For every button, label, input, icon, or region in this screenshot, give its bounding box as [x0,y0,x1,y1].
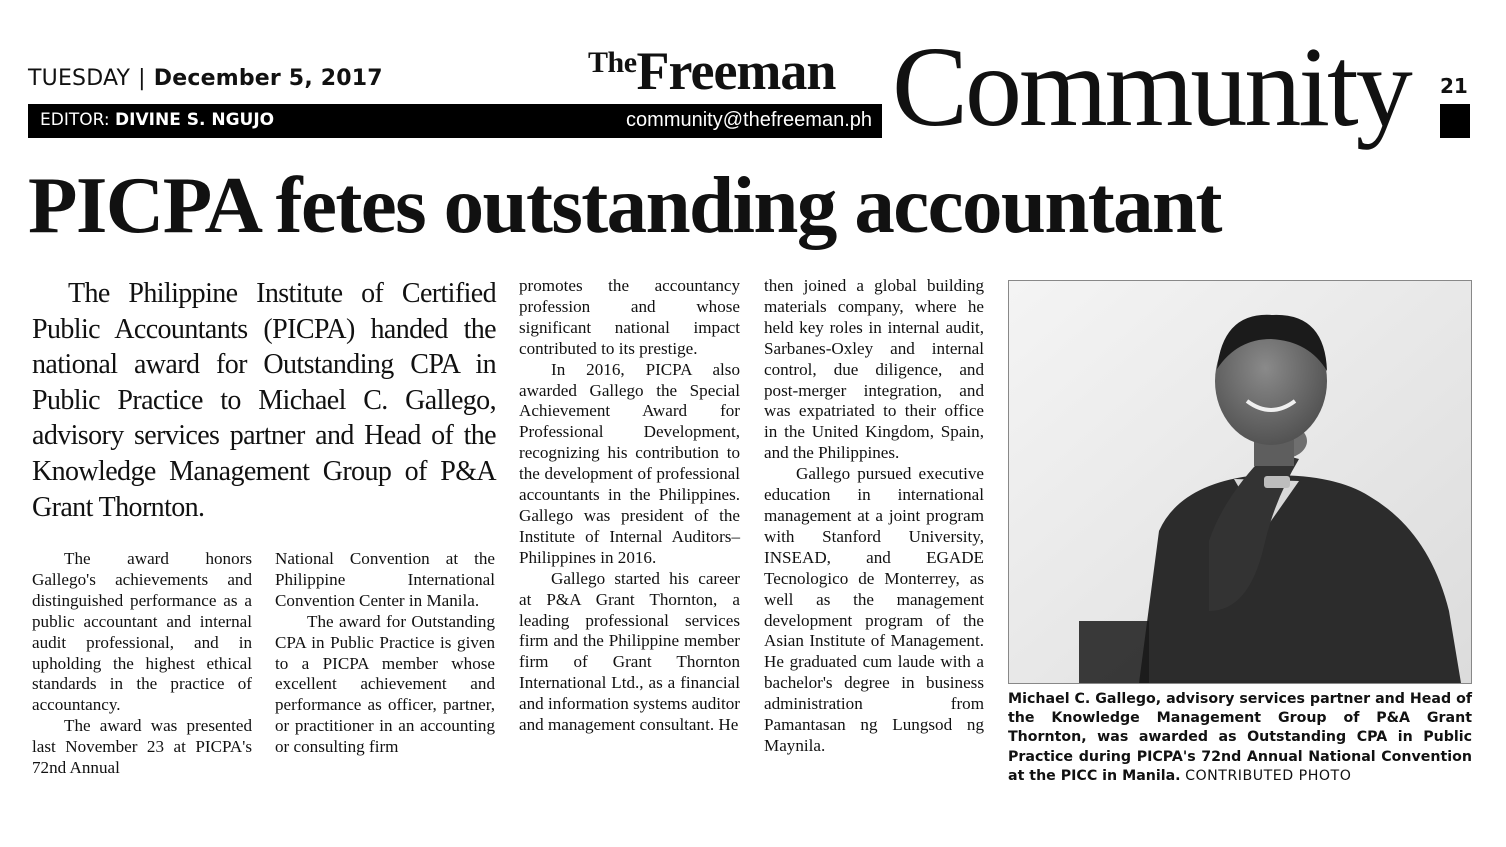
section-email: community@thefreeman.ph [626,109,872,131]
body-column-2 [275,549,495,758]
portrait-illustration [1009,281,1471,683]
body-column-4 [764,276,984,757]
lede-paragraph [32,276,496,525]
body-paragraph: Gallego started his career at P&A Grant Thornton, a leading professional services firm and the Philippine member firm of Grant Thornton International Ltd., as a financial and information systems auditor and management consultant. He [519,568,740,735]
body-column-3 [519,276,740,736]
issue-date: December 5, 2017 [153,66,383,91]
body-column-1 [32,549,252,779]
logo-the: The [588,46,637,79]
body-paragraph: promotes the accountancy profession and whose significant national impact contributed to its prestige. [519,276,740,358]
editor-label: EDITOR: [40,110,110,130]
section-title: Community [892,23,1410,150]
editor-name: DIVINE S. NGUJO [115,110,275,130]
photo-caption [1008,690,1472,786]
editor-credit [40,110,274,130]
body-paragraph: The award honors Gallego's achievements and distinguished performance as a public accountant and internal audit professional, and in upholding the highest ethical standards in the practice of accountancy. [32,549,252,715]
body-paragraph: Gallego pursued executive education in international management at a joint program with Stanford University, INSEAD, and EGADE Tecnologico de Monterrey, as well as the management development program of the Asian Institute of Management. He graduated cum laude with a bachelor's degree in business administration from Pamantasan ng Lungsod ng Maynila. [764,464,984,755]
dateline [28,66,383,91]
body-paragraph: The award was presented last November 23 at PICPA's 72nd Annual [32,716,252,778]
body-paragraph: In 2016, PICPA also awarded Gallego the Special Achievement Award for Professional Development, recognizing his contribution to the development of professional accountants in the Philippines. Gallego was president of the Institute of Internal Auditors–Philippines in 2016. [519,359,740,567]
caption-text: Michael C. Gallego, advisory services partner and Head of the Knowledge Management Group of P&A Grant Thornton, was awarded as Outstanding CPA in Public Practice during PICPA's 72nd Annual National Convention at the PICC in Manila. [1008,691,1472,784]
issue-day: TUESDAY [28,66,131,91]
body-paragraph: National Convention at the Philippine International Convention Center in Manila. [275,549,495,610]
portrait-photo [1008,280,1472,684]
photo-credit: CONTRIBUTED PHOTO [1185,767,1352,784]
logo-freeman: Freeman [636,41,836,101]
body-paragraph: The award for Outstanding CPA in Public Practice is given to a PICPA member whose excellent achievement and performance as officer, partner, or practitioner in an accounting or consulting firm [275,611,495,757]
headline: PICPA fetes outstanding accountant [28,160,1221,250]
newspaper-logo [588,40,835,102]
lede-text: The Philippine Institute of Certified Public Accountants (PICPA) handed the national award for Outstanding CPA in Public Practice to Michael C. Gallego, advisory services partner and Head of the Knowledge Management Group of P&A Grant Thornton. [32,278,496,523]
dateline-separator: | [138,66,146,91]
page-number: 21 [1440,74,1468,98]
editor-bar [28,104,882,138]
masthead-corner-block [1440,104,1470,138]
body-paragraph: then joined a global building materials company, where he held key roles in internal audit, Sarbanes-Oxley and internal control, due diligence, and post-merger integration, and was expatriated to their office in the United Kingdom, Spain, and the Philippines. [764,276,984,463]
